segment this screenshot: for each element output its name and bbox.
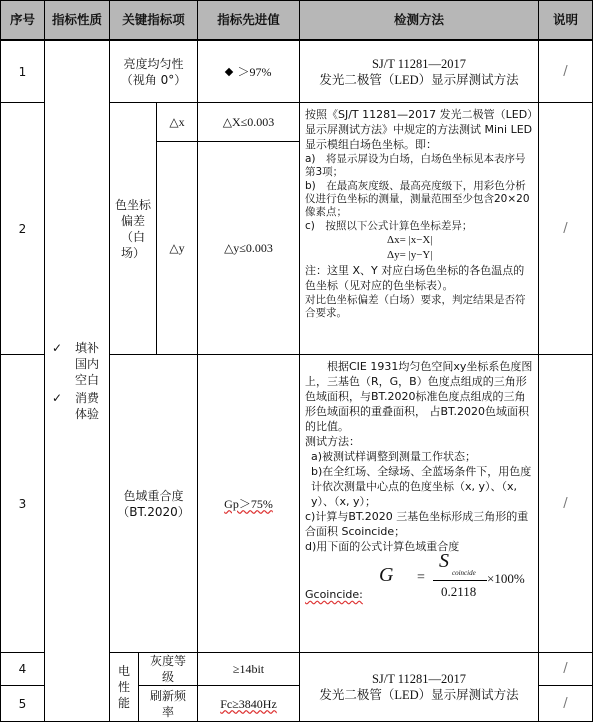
row2-note-text: 注：这里 X、Y 对应白场色坐标的各色温点的色坐标（见对应的色坐标表）。	[305, 264, 525, 292]
grid-line	[138, 653, 139, 722]
row3-seq: 3	[18, 496, 27, 511]
grid-line	[109, 102, 593, 103]
row1-method-standard: SJ/T 11281—2017	[371, 56, 467, 71]
row4-value: ≥14bit	[232, 662, 265, 676]
row3-step-c: c)计算与BT.2020 三基色坐标形成三角形的重合面积 Scoincide；	[305, 510, 529, 538]
row3-value-cell	[198, 355, 299, 652]
row2-conclusion: 对比色坐标偏差（白场）要求，判定结果是否符合要求。	[305, 294, 526, 319]
grid-line	[109, 354, 593, 355]
header-seq: 序号	[1, 1, 44, 39]
row45-method	[300, 653, 538, 721]
row2-seq: 2	[18, 221, 27, 236]
row3-fraction-bar	[433, 580, 487, 581]
grid-line	[0, 685, 44, 686]
row3-step-d: d)用下面的公式计算色域重合度	[305, 540, 460, 553]
row3-step-b: b)在全红场、全绿场、全蓝场条件下，用色度计依次测量中心点的色度坐标（x, y）、（x, y）、（x, y）；	[311, 465, 532, 508]
header-note: 说明	[539, 1, 592, 39]
row5-seq: 5	[18, 696, 27, 711]
row1-method	[300, 41, 538, 102]
grid-line	[156, 141, 299, 142]
grid-line	[44, 0, 45, 722]
row45-method-standard: SJ/T 11281—2017	[371, 672, 467, 686]
header-advanced-value: 指标先进值	[198, 1, 299, 39]
grid-line	[0, 652, 44, 653]
row3-formula	[305, 550, 533, 604]
row3-method	[300, 355, 538, 652]
grid-line	[0, 0, 1, 722]
electrical-group: 电性能	[117, 664, 130, 710]
grid-line	[0, 39, 593, 41]
nature-item-2: 消费体验	[74, 391, 99, 421]
row5-value-cell	[198, 686, 299, 721]
row3-method-label: 测试方法：	[305, 435, 360, 448]
header-indicator-nature: 指标性质	[45, 1, 109, 39]
row2-value-y: △y≤0.003	[224, 241, 273, 255]
row2-method	[300, 103, 538, 354]
row3-indicator: 色域重合度（BT.2020）	[117, 488, 190, 519]
row2-step-a: a) 将显示屏设为白场，白场色坐标见本表序号第3项；	[305, 153, 526, 178]
row1-indicator: 亮度均匀性（视角 0°）	[120, 56, 187, 87]
row3-formula-g: G	[379, 564, 394, 586]
row2-step-c: c) 按照以下公式计算色坐标差异；	[305, 220, 473, 232]
row3-formula-sub: coincide	[452, 569, 476, 577]
row1-value: ＞97%	[237, 64, 272, 79]
row2-step-b: b) 在最高灰度级、最高亮度级下，用彩色分析仪进行色坐标的测量，测量范围至少包含20×20像素点；	[305, 180, 530, 218]
row5-indicator: 刷新频率	[149, 688, 186, 719]
indicator-nature-cell	[45, 41, 109, 721]
header-key-indicator: 关键指标项	[110, 1, 197, 39]
row1-note: /	[563, 63, 568, 79]
row2-sub-x: △x	[169, 115, 185, 129]
header-test-method: 检测方法	[300, 1, 538, 39]
row1-method-title: 发光二极管（LED）显示屏测试方法	[319, 72, 519, 87]
row3-formula-den: 0.2118	[441, 584, 477, 599]
row5-value: Fc≥3840Hz	[220, 696, 277, 711]
row4-note: /	[563, 661, 568, 676]
grid-line	[138, 685, 299, 686]
row1-value-cell	[198, 41, 299, 102]
row2-formula-x: Δx= |x−X|	[387, 234, 433, 246]
row3-value: Gp＞75%	[224, 496, 273, 511]
row3-formula-lhs: Gcoincide:	[305, 588, 363, 601]
row3-step-a: a)被测试样调整到测量工作状态；	[311, 450, 477, 463]
row3-method-intro: 根据CIE 1931均匀色空间xy坐标系色度图上，三基色（R，G，B）色度点组成的三角形色域面积，与BT.2020标准色度点组成的三角形色域面积的重叠面积， 占BT.2020色域面积的比值。	[305, 360, 533, 433]
grid-line	[0, 102, 44, 103]
grid-line	[0, 354, 44, 355]
grid-line	[0, 0, 593, 1]
row4-indicator: 灰度等级	[149, 654, 186, 684]
row2-method-intro: 按照《SJ/T 11281—2017 发光二极管（LED）显示屏测试方法》中规定的方法测试 Mini LED 显示模组白场色坐标。即：	[305, 108, 533, 151]
nature-item-1: 填补国内空白	[74, 341, 99, 387]
row3-note: /	[563, 495, 568, 511]
row3-formula-pct: ×100%	[487, 571, 525, 586]
row45-method-title: 发光二极管（LED）显示屏测试方法	[319, 688, 519, 702]
grid-line	[109, 0, 110, 722]
check-icon: ✓	[51, 341, 63, 355]
row5-note: /	[563, 695, 568, 711]
row2-value-x: △X≤0.003	[222, 115, 275, 129]
grid-line	[538, 685, 593, 686]
grid-line	[197, 0, 198, 722]
check-icon: ✓	[51, 391, 63, 405]
row3-formula-s: S	[439, 550, 449, 572]
row3-formula-equals: =	[417, 570, 425, 585]
diamond-bullet-icon	[224, 67, 232, 75]
row2-indicator: 色坐标偏差（白场）	[114, 197, 151, 260]
row2-sub-y: △y	[169, 241, 185, 255]
row2-formula-y: Δy= |y−Y|	[387, 249, 433, 261]
grid-line	[299, 0, 300, 722]
row2-note: /	[563, 220, 568, 236]
row1-seq: 1	[18, 64, 27, 79]
row4-seq: 4	[18, 662, 27, 676]
grid-line	[109, 652, 593, 653]
grid-line	[538, 0, 539, 722]
